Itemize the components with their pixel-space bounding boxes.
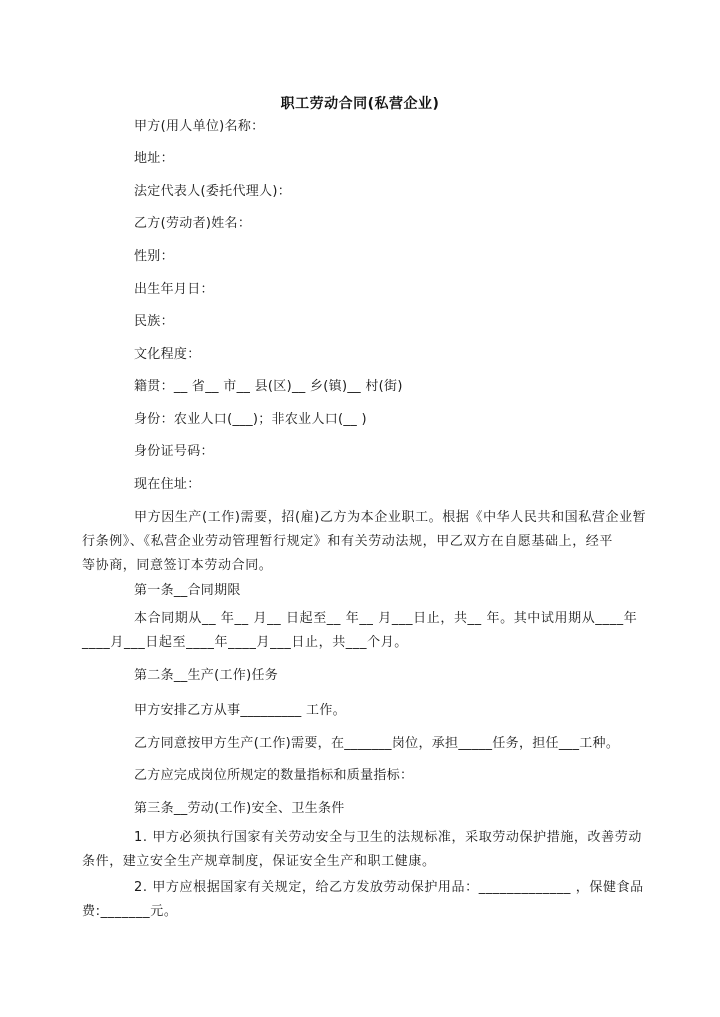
- field-address: 地址：: [134, 151, 174, 166]
- article2-line-3: 乙方应完成岗位所规定的数量指标和质量指标：: [134, 768, 414, 783]
- preamble-paragraph: [82, 506, 647, 578]
- article3-item-2-line-1: 2. 甲方应根据国家有关规定，给乙方发放劳动保护用品：_____________ ，保健食品: [134, 880, 644, 895]
- field-id-number: 身份证号码：: [134, 444, 214, 459]
- field-native-place: 籍贯：__ 省__ 市__ 县(区)__ 乡(镇)__ 村(街): [134, 379, 403, 394]
- field-gender: 性别：: [134, 249, 174, 264]
- article3-heading: 第三条__劳动(工作)安全、卫生条件: [134, 801, 345, 816]
- field-employee-name: 乙方(劳动者)姓名：: [134, 216, 252, 231]
- article1-body-line-1: 本合同期从__ 年__ 月__ 日起至__ 年__ 月___日止，共__ 年。其中试用期从____年: [134, 611, 638, 626]
- preamble-line-1: 甲方因生产(工作)需要，招(雇)乙方为本企业职工。根据《中华人民共和国私营企业暂: [134, 510, 647, 525]
- article3-item-1-line-2: 条件，建立安全生产规章制度，保证安全生产和职工健康。: [82, 854, 436, 869]
- field-legal-representative: 法定代表人(委托代理人)：: [134, 184, 292, 199]
- field-education: 文化程度：: [134, 347, 201, 362]
- article1-heading: 第一条__合同期限: [134, 583, 241, 598]
- article3-item-1: [82, 826, 642, 874]
- article3-item-1-line-1: 1. 甲方必须执行国家有关劳动安全与卫生的法规标准，采取劳动保护措施，改善劳动: [134, 830, 642, 845]
- article3-item-2: [82, 876, 644, 924]
- article1-body-line-2: ____月___日起至____年____月___日止，共___个月。: [82, 635, 408, 650]
- field-ethnicity: 民族：: [134, 314, 174, 329]
- document-title: 职工劳动合同(私营企业): [280, 96, 440, 112]
- field-household-status: 身份：农业人口(___)；非农业人口(__ ): [134, 412, 367, 427]
- preamble-line-3: 等协商，同意签订本劳动合同。: [82, 558, 273, 573]
- article1-body: [82, 607, 638, 655]
- field-current-address: 现在住址：: [134, 477, 201, 492]
- article2-line-2: 乙方同意按甲方生产(工作)需要，在_______岗位，承担_____任务，担任___工种。: [134, 736, 620, 751]
- article3-item-2-line-2: 费:_______元。: [82, 904, 178, 919]
- field-birth-date: 出生年月日：: [134, 282, 214, 297]
- field-employer-name: 甲方(用人单位)名称：: [134, 119, 265, 134]
- article2-line-1: 甲方安排乙方从事_________ 工作。: [134, 703, 346, 718]
- article2-heading: 第二条__生产(工作)任务: [134, 668, 279, 683]
- preamble-line-2: 行条例》、《私营企业劳动管理暂行规定》和有关劳动法规，甲乙双方在自愿基础上，经平: [82, 534, 614, 549]
